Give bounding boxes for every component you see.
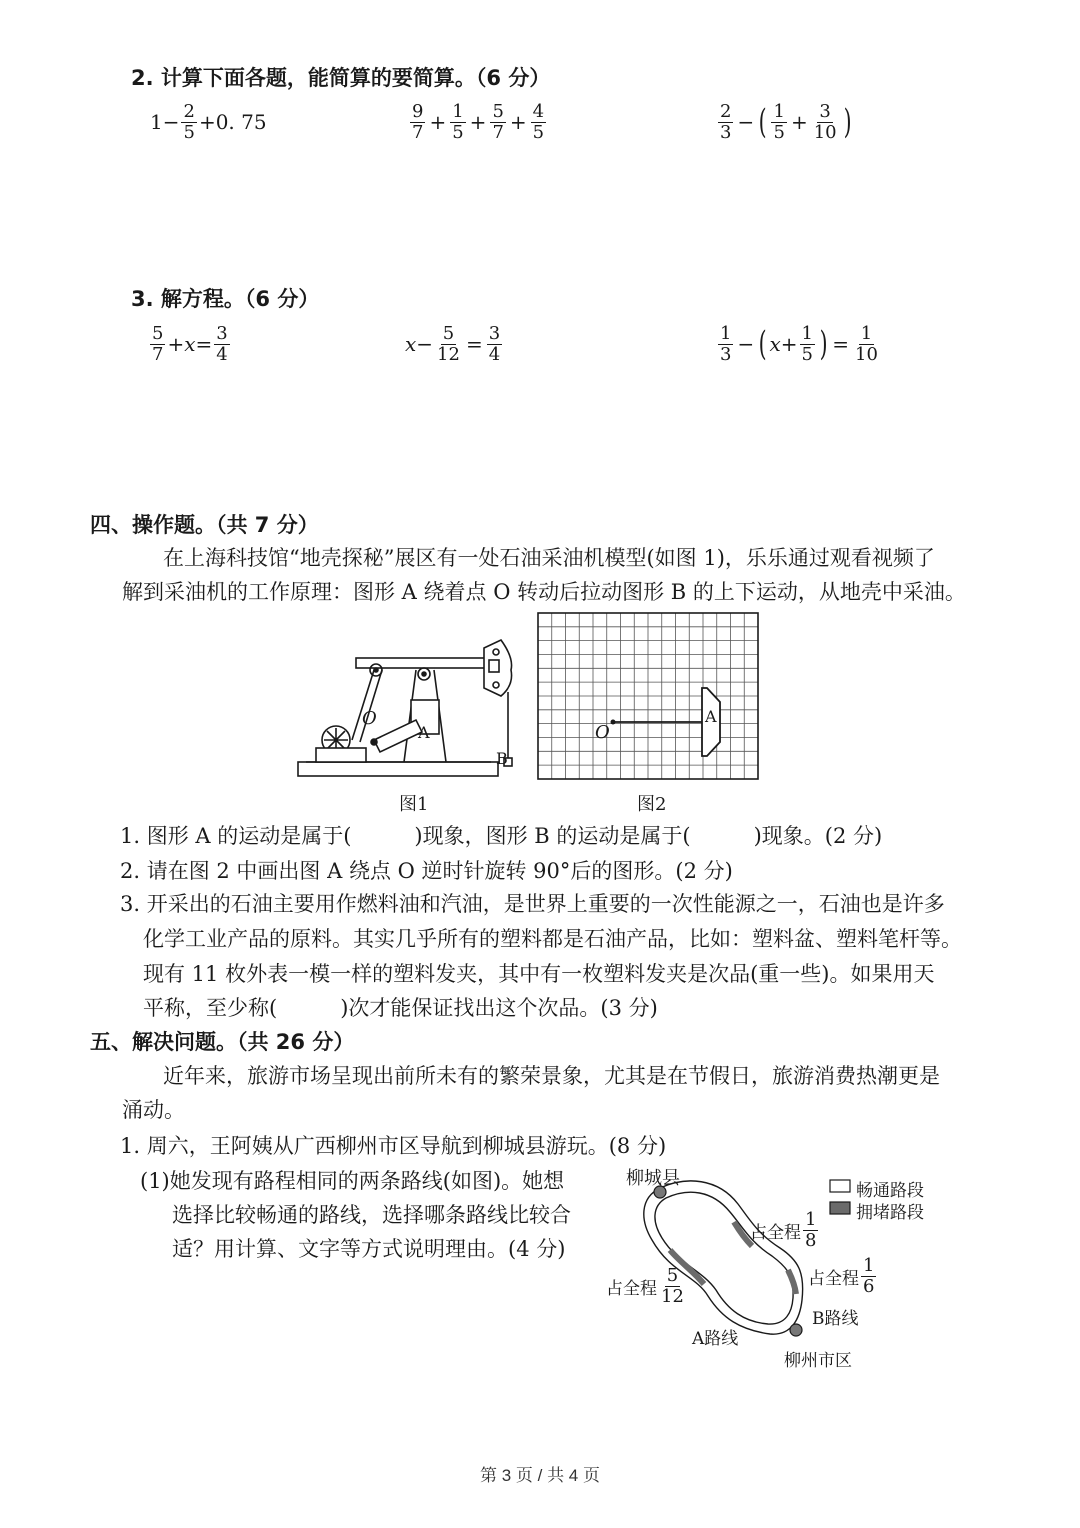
oil-pump-figure xyxy=(296,630,524,780)
q3-eq-2: x− $\frac{5}{12}$ = $\frac{3}{4}$ xyxy=(405,322,501,365)
section5-part-1-line2: 选择比较畅通的路线，选择哪条路线比较合 xyxy=(172,1203,571,1227)
section4-question-3-line1: 3. 开采出的石油主要用作燃料油和汽油，是世界上重要的一次性能源之一，石油也是许多 xyxy=(120,892,945,916)
map-end-label: 柳州市区 xyxy=(784,1351,852,1371)
section5-part-1-line1: (1)她发现有路程相同的两条路线(如图)。她想 xyxy=(140,1169,565,1193)
q2-expr-3: $\frac{2}{3}$ − ( $\frac{1}{5}$ + $\frac{3}{10}$ ) xyxy=(720,100,852,143)
route-b-label: B路线 xyxy=(812,1309,859,1329)
section5-intro-line1: 近年来，旅游市场呈现出前所未有的繁荣景象，尤其是在节假日，旅游消费热潮更是 xyxy=(163,1064,940,1088)
map-fraction-1-8: 占全程 $\frac{1}{8}$ xyxy=(750,1209,817,1251)
section4-question-3-line4: 平称，至少称( )次才能保证找出这个次品。(3 分) xyxy=(143,996,658,1020)
section4-intro-line2: 解到采油机的工作原理：图形 A 绕着点 O 转动后拉动图形 B 的上下运动，从地壳中采油。 xyxy=(122,580,966,604)
section4-intro-line1: 在上海科技馆“地壳探秘”展区有一处石油采油机模型(如图 1)，乐乐通过观看视频了 xyxy=(163,546,935,570)
section5-part-1-line3: 适？用计算、文字等方式说明理由。(4 分) xyxy=(172,1237,566,1261)
map-fraction-5-12: 占全程 $\frac{5}{12}$ xyxy=(606,1265,684,1307)
fig1-label-o: O xyxy=(362,708,377,729)
section4-title: 四、操作题。（共 7 分） xyxy=(90,513,319,537)
legend-clear-label: 畅通路段 xyxy=(856,1181,924,1201)
section4-question-3-line2: 化学工业产品的原料。其实几乎所有的塑料都是石油产品，比如：塑料盆、塑料笔杆等。 xyxy=(143,927,962,951)
q2-title: 2. 计算下面各题，能简算的要简算。（6 分） xyxy=(131,66,551,90)
rotation-grid-figure xyxy=(537,612,761,782)
page-number: 第 3 页 / 共 4 页 xyxy=(480,1466,600,1485)
fig1-caption: 图1 xyxy=(399,794,429,815)
section4-question-3-line3: 现有 11 枚外表一模一样的塑料发夹，其中有一枚塑料发夹是次品(重一些)。如果用天 xyxy=(143,962,935,986)
q2-expr-1: 1− $\frac{2}{5}$ +0. 75 xyxy=(150,100,267,143)
section5-question-1: 1. 周六，王阿姨从广西柳州市区导航到柳城县游玩。(8 分) xyxy=(120,1134,667,1158)
fig1-label-a: A xyxy=(418,723,430,742)
section4-question-2: 2. 请在图 2 中画出图 A 绕点 O 逆时针旋转 90°后的图形。(2 分) xyxy=(120,859,733,883)
q2-expr-2: $\frac{9}{7}$ + $\frac{1}{5}$ + $\frac{5}{7}$ + $\frac{4}{5}$ xyxy=(412,100,545,143)
section4-question-1: 1. 图形 A 的运动是属于( )现象，图形 B 的运动是属于( )现象。(2 分) xyxy=(120,824,883,848)
legend-jam-label: 拥堵路段 xyxy=(856,1203,924,1223)
map-fraction-1-6: 占全程 $\frac{1}{6}$ xyxy=(808,1255,875,1297)
fig2-label-a: A xyxy=(705,707,717,726)
map-start-label: 柳城县 xyxy=(626,1168,680,1189)
fig2-caption: 图2 xyxy=(637,794,667,815)
q3-eq-3: $\frac{1}{3}$ − ( x+ $\frac{1}{5}$ ) = $\frac{1}{10}$ xyxy=(720,322,878,365)
section5-intro-line2: 涌动。 xyxy=(122,1098,185,1122)
q3-eq-1: $\frac{5}{7}$ +x= $\frac{3}{4}$ xyxy=(152,322,228,365)
route-a-label: A路线 xyxy=(692,1329,739,1349)
route-map xyxy=(600,1160,945,1375)
q3-title: 3. 解方程。（6 分） xyxy=(131,287,320,311)
fig1-label-b: B xyxy=(496,749,508,768)
section5-title: 五、解决问题。（共 26 分） xyxy=(90,1030,355,1054)
fig2-label-o: O xyxy=(595,722,610,743)
